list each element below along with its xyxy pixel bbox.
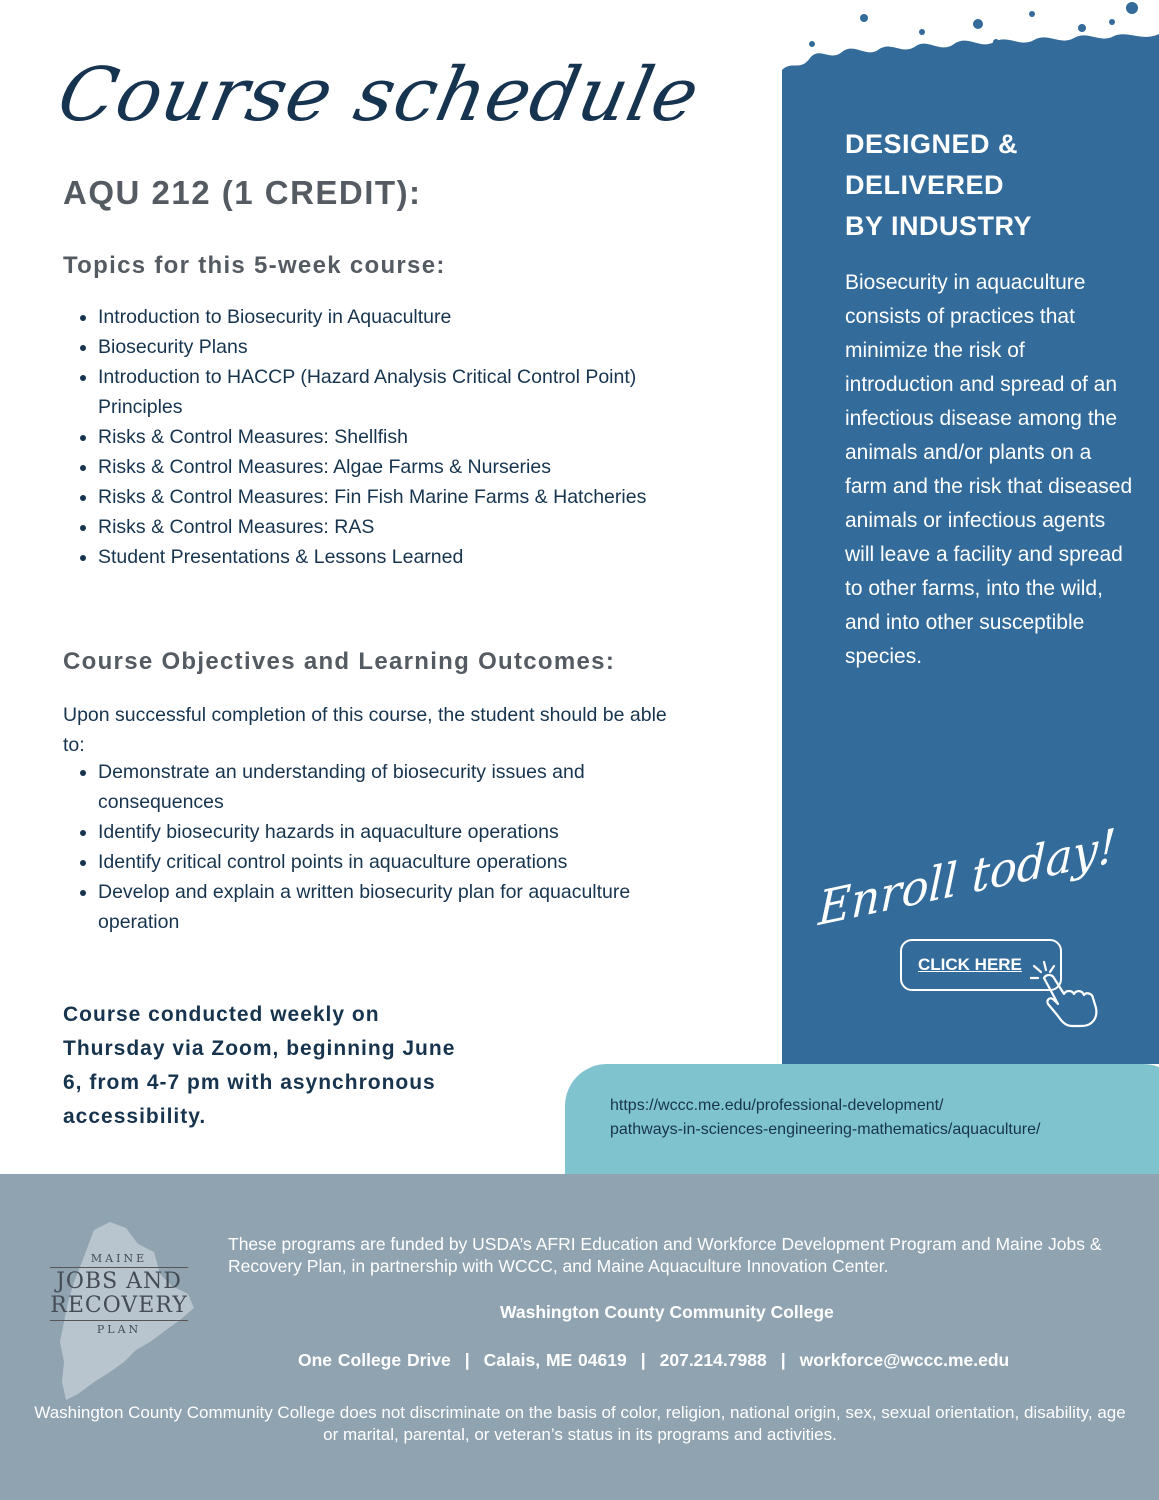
objectives-heading: Course Objectives and Learning Outcomes:: [63, 648, 616, 675]
separator: |: [780, 1350, 786, 1370]
email-link[interactable]: workforce@wccc.me.edu: [799, 1350, 1010, 1370]
url-line: https://wccc.me.edu/professional-development/: [610, 1097, 944, 1114]
course-code-heading: AQU 212 (1 CREDIT):: [63, 174, 422, 211]
objective-item: • Develop and explain a written biosecurity plan for aquaculture operation: [98, 877, 688, 937]
logo-divider: [50, 1267, 188, 1268]
url-line: pathways-in-sciences-engineering-mathematics/aquaculture/: [610, 1121, 1041, 1138]
topic-item: • Risks & Control Measures: Algae Farms & Nurseries: [98, 452, 678, 482]
topic-item: • Student Presentations & Lessons Learned: [98, 542, 678, 572]
objectives-list: [63, 757, 688, 937]
schedule-note: Course conducted weekly on Thursday via Zoom, beginning June 6, from 4-7 pm with asynchronous accessibility.: [63, 1003, 456, 1128]
logo-plan: PLAN: [96, 1323, 142, 1336]
separator: |: [640, 1350, 646, 1370]
topic-item: • Introduction to HACCP (Hazard Analysis Critical Control Point) Principles: [98, 362, 678, 422]
pointing-hand-icon: [1030, 960, 1102, 1030]
topic-item: • Risks & Control Measures: Shellfish: [98, 422, 678, 452]
panel-heading-line: DESIGNED &: [845, 129, 1019, 159]
nondiscrimination-statement: Washington County Community College does not discriminate on the basis of color, religion, national origin, sex, sexual orientation, disability, age or marital, parental, or veteran’s status in its programs and activities.: [34, 1403, 1126, 1444]
objectives-intro: Upon successful completion of this course, the student should be able to:: [63, 704, 667, 756]
separator: |: [464, 1350, 470, 1370]
city: Calais, ME 04619: [483, 1350, 627, 1370]
logo-line-1: JOBS AND: [56, 1269, 182, 1294]
paint-splash-decoration: [782, 0, 1159, 100]
click-here-button[interactable]: CLICK HERE: [900, 939, 1062, 991]
college-name: Washington County Community College: [500, 1302, 834, 1322]
panel-body-text: Biosecurity in aquaculture consists of practices that minimize the risk of introduction and spread of an infectious disease among the animals and/or plants on a farm and the risk that diseased animals or infectious agents will leave a facility and spread to other farms, into the wild, and into other susceptible species.: [845, 271, 1133, 668]
logo-divider: [50, 1320, 188, 1321]
objective-item: • Identify critical control points in aquaculture operations: [98, 847, 688, 877]
logo-maine: MAINE: [90, 1252, 148, 1265]
topic-item: • Risks & Control Measures: Fin Fish Marine Farms & Hatcheries: [98, 482, 678, 512]
objective-item: • Demonstrate an understanding of biosecurity issues and consequences: [98, 757, 688, 817]
course-url-link[interactable]: [610, 1094, 1130, 1142]
contact-line: [298, 1350, 1009, 1371]
topics-list: [63, 302, 678, 572]
panel-heading-line: BY INDUSTRY: [845, 211, 1033, 241]
funding-statement: These programs are funded by USDA’s AFRI Education and Workforce Development Program and Maine Jobs & Recovery Plan, in partnership with WCCC, and Maine Aquaculture Innovation Center.: [228, 1234, 1102, 1276]
phone: 207.214.7988: [659, 1350, 767, 1370]
objective-item: • Identify biosecurity hazards in aquaculture operations: [98, 817, 688, 847]
topic-item: • Introduction to Biosecurity in Aquaculture: [98, 302, 678, 332]
panel-heading-line: DELIVERED: [845, 170, 1005, 200]
topics-heading: Topics for this 5-week course:: [63, 252, 446, 279]
panel-heading: [845, 124, 1032, 247]
logo-line-2: RECOVERY: [50, 1293, 188, 1318]
enroll-today-script: Enroll today!: [817, 817, 1118, 937]
topic-item: • Risks & Control Measures: RAS: [98, 512, 678, 542]
topic-item: • Biosecurity Plans: [98, 332, 678, 362]
address: One College Drive: [298, 1350, 451, 1370]
jobs-recovery-logo: [44, 1252, 194, 1336]
script-title: Course schedule: [50, 52, 707, 138]
